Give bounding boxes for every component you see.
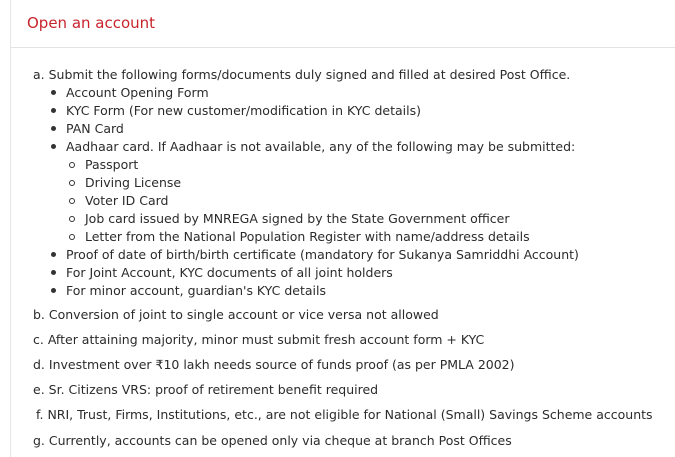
list-item-dob-proof: Proof of date of birth/birth certificate (mandatory for Sukanya Samriddhi Account)	[51, 246, 579, 264]
list-item-kyc-form: KYC Form (For new customer/modification in KYC details)	[51, 102, 421, 120]
list-item-npr-letter: Letter from the National Population Register with name/address details	[69, 228, 530, 246]
list-item-pan-card: PAN Card	[51, 120, 124, 138]
bullet-icon	[51, 144, 56, 149]
bullet-icon	[51, 288, 56, 293]
circle-bullet-icon	[69, 216, 75, 222]
bullet-icon	[51, 270, 56, 275]
bullet-icon	[51, 252, 56, 257]
panel-header	[11, 0, 675, 48]
list-item-account-opening-form: Account Opening Form	[51, 84, 209, 102]
list-item-e: e. Sr. Citizens VRS: proof of retirement benefit required	[33, 382, 379, 397]
list-item-voter-id: Voter ID Card	[69, 192, 168, 210]
list-item-a: a. Submit the following forms/documents duly signed and filled at desired Post Office.	[33, 67, 571, 82]
bullet-icon	[51, 108, 56, 113]
list-item-g: g. Currently, accounts can be opened only via cheque at branch Post Offices	[33, 433, 512, 448]
account-panel	[10, 0, 675, 457]
page-title: Open an account	[27, 14, 156, 32]
list-item-aadhaar: Aadhaar card. If Aadhaar is not available, any of the following may be submitted:	[51, 138, 575, 156]
circle-bullet-icon	[69, 234, 75, 240]
list-item-job-card: Job card issued by MNREGA signed by the State Government officer	[69, 210, 510, 228]
list-item-f: f. NRI, Trust, Firms, Institutions, etc., are not eligible for National (Small) Savings Scheme accounts	[36, 407, 653, 422]
list-item-joint-account: For Joint Account, KYC documents of all joint holders	[51, 264, 393, 282]
bullet-icon	[51, 126, 56, 131]
list-item-passport: Passport	[69, 156, 138, 174]
list-item-b: b. Conversion of joint to single account or vice versa not allowed	[33, 307, 439, 322]
list-item-c: c. After attaining majority, minor must submit fresh account form + KYC	[33, 332, 485, 347]
list-item-d: d. Investment over ₹10 lakh needs source of funds proof (as per PMLA 2002)	[33, 357, 515, 372]
circle-bullet-icon	[69, 180, 75, 186]
list-item-minor-account: For minor account, guardian's KYC details	[51, 282, 326, 300]
list-item-driving-license: Driving License	[69, 174, 181, 192]
bullet-icon	[51, 90, 56, 95]
circle-bullet-icon	[69, 198, 75, 204]
circle-bullet-icon	[69, 162, 75, 168]
